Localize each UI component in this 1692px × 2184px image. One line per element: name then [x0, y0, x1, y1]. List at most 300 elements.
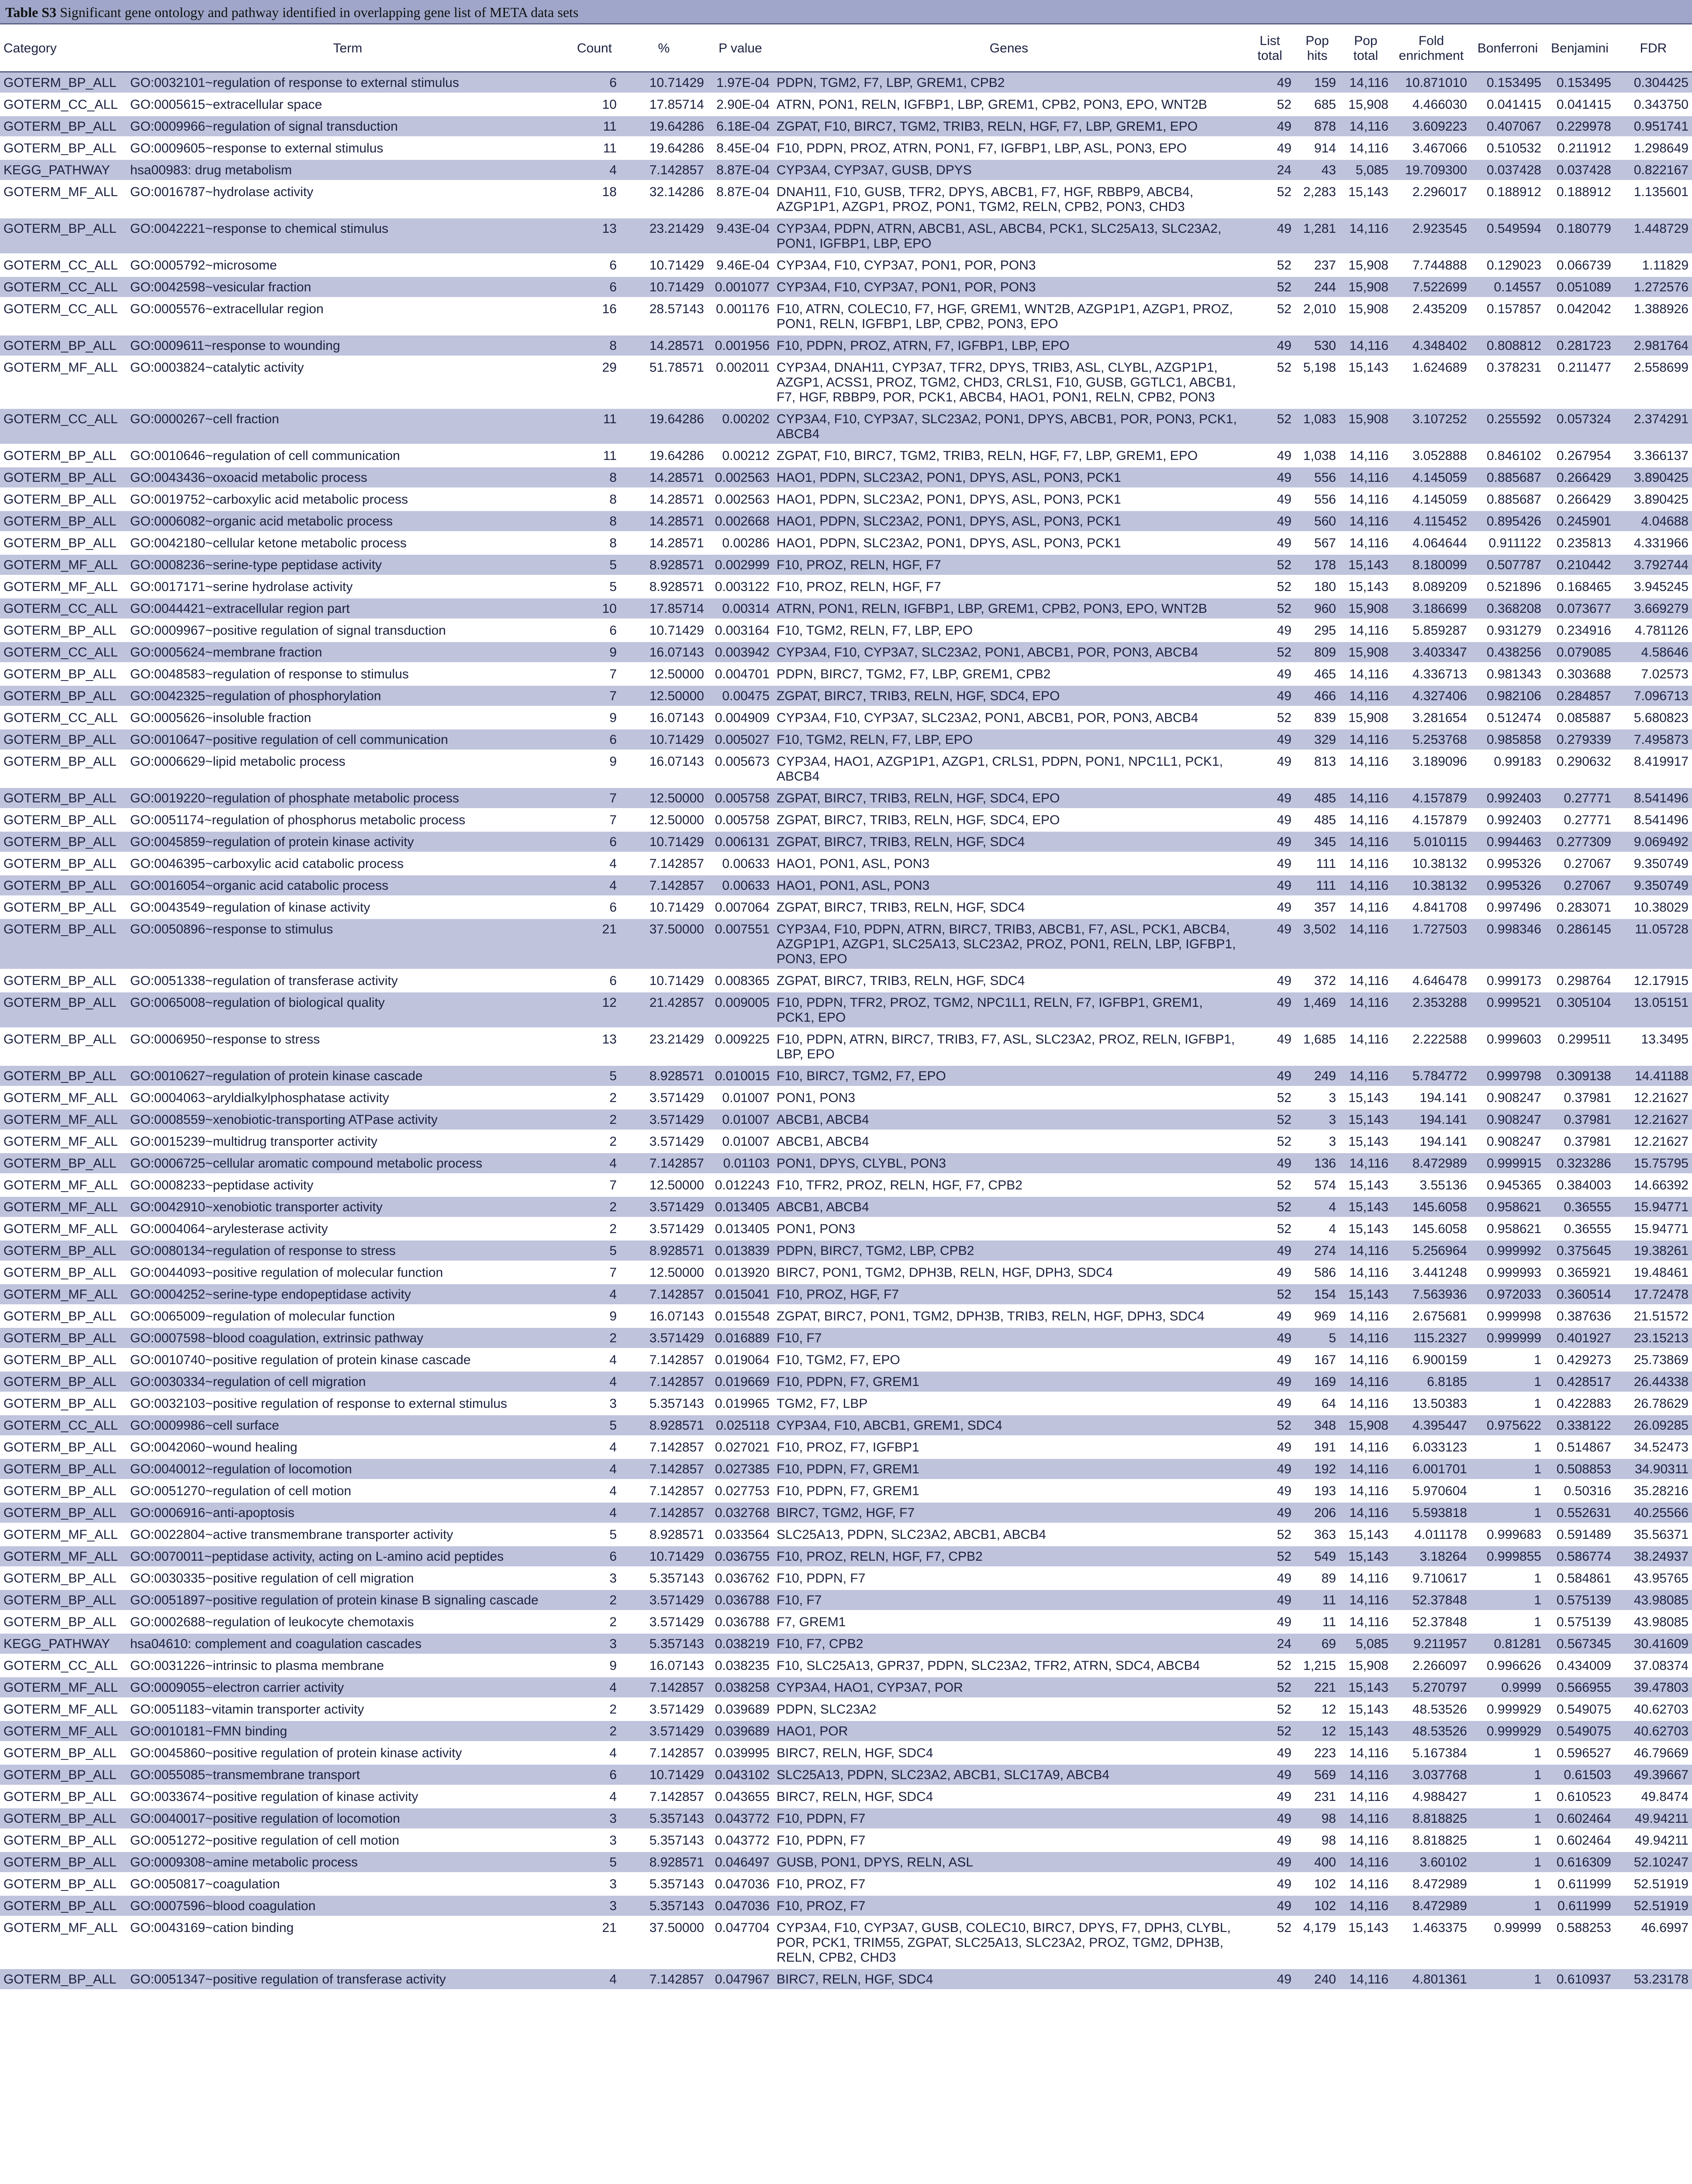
- cell-fdr: 7.096713: [1615, 685, 1692, 707]
- cell-count: 11: [569, 408, 620, 445]
- table-row: [0, 1458, 1692, 1480]
- cell-genes: BIRC7, RELN, HGF, SDC4: [773, 1968, 1245, 1990]
- cell-benjamini: 0.36555: [1545, 1196, 1615, 1218]
- cell-fdr: 0.343750: [1615, 93, 1692, 115]
- cell-pop-hits: 98: [1295, 1829, 1340, 1851]
- cell-fdr: 34.90311: [1615, 1458, 1692, 1480]
- cell-percent: 10.71429: [620, 619, 708, 641]
- cell-term: GO:0003824~catalytic activity: [127, 356, 569, 408]
- cell-fdr: 3.792744: [1615, 554, 1692, 576]
- cell-term: GO:0017171~serine hydrolase activity: [127, 576, 569, 598]
- cell-fold-enrichment: 13.50383: [1392, 1393, 1471, 1414]
- cell-count: 6: [569, 831, 620, 853]
- cell-term: GO:0009967~positive regulation of signal transduction: [127, 619, 569, 641]
- cell-list-total: 52: [1245, 181, 1295, 218]
- cell-bonferroni: 1: [1471, 1393, 1545, 1414]
- cell-percent: 28.57143: [620, 298, 708, 335]
- cell-pop-hits: 1,038: [1295, 445, 1340, 467]
- cell-category: GOTERM_BP_ALL: [0, 1873, 127, 1895]
- cell-benjamini: 0.290632: [1545, 750, 1615, 787]
- cell-pop-hits: 4,179: [1295, 1917, 1340, 1968]
- cell-benjamini: 0.211477: [1545, 356, 1615, 408]
- cell-pop-hits: 11: [1295, 1611, 1340, 1633]
- cell-pop-total: 15,143: [1340, 1109, 1392, 1130]
- cell-fdr: 26.78629: [1615, 1393, 1692, 1414]
- cell-pop-total: 14,116: [1340, 1968, 1392, 1990]
- cell-list-total: 52: [1245, 1130, 1295, 1152]
- cell-genes: BIRC7, RELN, HGF, SDC4: [773, 1742, 1245, 1764]
- cell-genes: F10, PDPN, PROZ, ATRN, PON1, F7, IGFBP1, LBP, ASL, PON3, EPO: [773, 137, 1245, 159]
- cell-term: GO:0009611~response to wounding: [127, 335, 569, 356]
- table-row: [0, 1261, 1692, 1283]
- cell-pop-total: 14,116: [1340, 831, 1392, 853]
- cell-benjamini: 0.303688: [1545, 663, 1615, 685]
- cell-list-total: 49: [1245, 619, 1295, 641]
- cell-count: 4: [569, 1480, 620, 1502]
- cell-percent: 8.928571: [620, 1851, 708, 1873]
- table-row: [0, 1655, 1692, 1676]
- cell-term: GO:0009055~electron carrier activity: [127, 1676, 569, 1698]
- cell-benjamini: 0.277309: [1545, 831, 1615, 853]
- cell-pop-total: 15,143: [1340, 1917, 1392, 1968]
- cell-percent: 12.50000: [620, 663, 708, 685]
- cell-bonferroni: 0.999929: [1471, 1720, 1545, 1742]
- cell-list-total: 49: [1245, 1873, 1295, 1895]
- cell-bonferroni: 1: [1471, 1611, 1545, 1633]
- table-row: [0, 729, 1692, 750]
- cell-genes: F10, SLC25A13, GPR37, PDPN, SLC23A2, TFR2, ATRN, SDC4, ABCB4: [773, 1655, 1245, 1676]
- cell-pvalue: 0.039689: [708, 1720, 773, 1742]
- cell-fold-enrichment: 4.988427: [1392, 1786, 1471, 1807]
- cell-pvalue: 0.009225: [708, 1028, 773, 1065]
- cell-category: GOTERM_BP_ALL: [0, 1807, 127, 1829]
- table-row: [0, 1589, 1692, 1611]
- cell-bonferroni: 1: [1471, 1873, 1545, 1895]
- cell-fold-enrichment: 7.522699: [1392, 276, 1471, 298]
- cell-pop-total: 15,143: [1340, 576, 1392, 598]
- cell-pvalue: 0.013405: [708, 1218, 773, 1240]
- cell-term: GO:0009986~cell surface: [127, 1414, 569, 1436]
- cell-count: 8: [569, 532, 620, 554]
- table-row: [0, 1371, 1692, 1393]
- header-pvalue: P value: [708, 26, 773, 72]
- cell-pop-hits: 363: [1295, 1524, 1340, 1545]
- cell-list-total: 49: [1245, 918, 1295, 970]
- cell-list-total: 52: [1245, 1698, 1295, 1720]
- cell-term: GO:0009605~response to external stimulus: [127, 137, 569, 159]
- cell-percent: 10.71429: [620, 254, 708, 276]
- cell-genes: CYP3A4, HAO1, AZGP1P1, AZGP1, CRLS1, PDPN, PON1, NPC1L1, PCK1, ABCB4: [773, 750, 1245, 787]
- cell-percent: 19.64286: [620, 445, 708, 467]
- cell-pvalue: 0.009005: [708, 992, 773, 1028]
- cell-pop-total: 14,116: [1340, 729, 1392, 750]
- cell-fold-enrichment: 52.37848: [1392, 1611, 1471, 1633]
- cell-genes: PDPN, BIRC7, TGM2, LBP, CPB2: [773, 1240, 1245, 1261]
- cell-percent: 10.71429: [620, 72, 708, 94]
- cell-term: GO:0008236~serine-type peptidase activity: [127, 554, 569, 576]
- cell-term: GO:0006725~cellular aromatic compound metabolic process: [127, 1152, 569, 1174]
- cell-list-total: 49: [1245, 1261, 1295, 1283]
- cell-fdr: 49.8474: [1615, 1786, 1692, 1807]
- cell-list-total: 52: [1245, 1917, 1295, 1968]
- cell-pop-total: 15,908: [1340, 276, 1392, 298]
- cell-bonferroni: 0.999915: [1471, 1152, 1545, 1174]
- cell-bonferroni: 0.999992: [1471, 1240, 1545, 1261]
- table-row: [0, 1764, 1692, 1786]
- cell-pvalue: 1.97E-04: [708, 72, 773, 94]
- cell-pop-hits: 98: [1295, 1807, 1340, 1829]
- table-row: [0, 1196, 1692, 1218]
- cell-term: GO:0051272~positive regulation of cell motion: [127, 1829, 569, 1851]
- cell-category: GOTERM_BP_ALL: [0, 1393, 127, 1414]
- cell-pop-total: 14,116: [1340, 72, 1392, 94]
- cell-pop-total: 15,143: [1340, 1130, 1392, 1152]
- cell-count: 11: [569, 115, 620, 137]
- cell-count: 13: [569, 218, 620, 254]
- cell-pvalue: 2.90E-04: [708, 93, 773, 115]
- cell-percent: 7.142857: [620, 1371, 708, 1393]
- cell-pop-total: 14,116: [1340, 1851, 1392, 1873]
- table-row: [0, 93, 1692, 115]
- cell-genes: HAO1, PON1, ASL, PON3: [773, 853, 1245, 874]
- cell-pvalue: 0.013839: [708, 1240, 773, 1261]
- cell-pop-hits: 2,283: [1295, 181, 1340, 218]
- cell-benjamini: 0.596527: [1545, 1742, 1615, 1764]
- cell-count: 6: [569, 72, 620, 94]
- cell-category: GOTERM_MF_ALL: [0, 1196, 127, 1218]
- table-row: [0, 1786, 1692, 1807]
- cell-pvalue: 0.046497: [708, 1851, 773, 1873]
- cell-fold-enrichment: 10.38132: [1392, 874, 1471, 896]
- cell-pvalue: 0.043772: [708, 1829, 773, 1851]
- cell-genes: ATRN, PON1, RELN, IGFBP1, LBP, GREM1, CPB2, PON3, EPO, WNT2B: [773, 598, 1245, 619]
- cell-bonferroni: 0.985858: [1471, 729, 1545, 750]
- cell-genes: F10, PDPN, TFR2, PROZ, TGM2, NPC1L1, RELN, F7, IGFBP1, GREM1, PCK1, EPO: [773, 992, 1245, 1028]
- cell-pop-total: 14,116: [1340, 1480, 1392, 1502]
- cell-term: GO:0070011~peptidase activity, acting on L-amino acid peptides: [127, 1545, 569, 1567]
- table-row: [0, 467, 1692, 488]
- cell-category: GOTERM_BP_ALL: [0, 1567, 127, 1589]
- cell-pop-total: 14,116: [1340, 335, 1392, 356]
- cell-fold-enrichment: 8.180099: [1392, 554, 1471, 576]
- cell-bonferroni: 0.153495: [1471, 72, 1545, 94]
- cell-genes: CYP3A4, HAO1, CYP3A7, POR: [773, 1676, 1245, 1698]
- cell-fold-enrichment: 4.157879: [1392, 809, 1471, 831]
- cell-fold-enrichment: 3.107252: [1392, 408, 1471, 445]
- cell-pop-total: 14,116: [1340, 1567, 1392, 1589]
- cell-benjamini: 0.188912: [1545, 181, 1615, 218]
- cell-percent: 7.142857: [620, 1152, 708, 1174]
- cell-percent: 37.50000: [620, 918, 708, 970]
- cell-category: GOTERM_BP_ALL: [0, 1786, 127, 1807]
- cell-pop-total: 14,116: [1340, 532, 1392, 554]
- table-row: [0, 576, 1692, 598]
- cell-genes: CYP3A4, F10, CYP3A7, SLC23A2, PON1, ABCB1, POR, PON3, ABCB4: [773, 641, 1245, 663]
- cell-pop-total: 14,116: [1340, 1065, 1392, 1087]
- cell-pop-hits: 169: [1295, 1371, 1340, 1393]
- cell-percent: 19.64286: [620, 115, 708, 137]
- cell-pop-hits: 3: [1295, 1130, 1340, 1152]
- cell-percent: 37.50000: [620, 1917, 708, 1968]
- cell-bonferroni: 0.885687: [1471, 467, 1545, 488]
- cell-percent: 10.71429: [620, 970, 708, 992]
- cell-pop-total: 15,908: [1340, 707, 1392, 729]
- table-row: [0, 1393, 1692, 1414]
- cell-percent: 3.571429: [620, 1087, 708, 1109]
- cell-bonferroni: 1: [1471, 1371, 1545, 1393]
- cell-term: GO:0043549~regulation of kinase activity: [127, 896, 569, 918]
- cell-pop-hits: 12: [1295, 1720, 1340, 1742]
- cell-count: 21: [569, 1917, 620, 1968]
- cell-term: GO:0050817~coagulation: [127, 1873, 569, 1895]
- cell-list-total: 49: [1245, 1807, 1295, 1829]
- header-genes: Genes: [773, 26, 1245, 72]
- cell-pvalue: 0.002563: [708, 467, 773, 488]
- cell-benjamini: 0.37981: [1545, 1130, 1615, 1152]
- table-row: [0, 1283, 1692, 1305]
- cell-pvalue: 0.038219: [708, 1633, 773, 1655]
- cell-count: 2: [569, 1218, 620, 1240]
- cell-genes: CYP3A4, CYP3A7, GUSB, DPYS: [773, 159, 1245, 181]
- cell-bonferroni: 0.975622: [1471, 1414, 1545, 1436]
- cell-count: 5: [569, 1414, 620, 1436]
- cell-list-total: 49: [1245, 853, 1295, 874]
- cell-pop-hits: 193: [1295, 1480, 1340, 1502]
- cell-pop-hits: 2,010: [1295, 298, 1340, 335]
- table-row: [0, 510, 1692, 532]
- table-row: [0, 115, 1692, 137]
- cell-list-total: 52: [1245, 1109, 1295, 1130]
- cell-benjamini: 0.153495: [1545, 72, 1615, 94]
- cell-genes: CYP3A4, F10, CYP3A7, PON1, POR, PON3: [773, 276, 1245, 298]
- cell-percent: 7.142857: [620, 1436, 708, 1458]
- cell-fold-enrichment: 6.001701: [1392, 1458, 1471, 1480]
- table-row: [0, 685, 1692, 707]
- cell-category: GOTERM_BP_ALL: [0, 787, 127, 809]
- cell-term: GO:0065009~regulation of molecular function: [127, 1305, 569, 1327]
- cell-list-total: 49: [1245, 1349, 1295, 1371]
- cell-category: GOTERM_MF_ALL: [0, 1917, 127, 1968]
- cell-pop-hits: 567: [1295, 532, 1340, 554]
- cell-pvalue: 0.027385: [708, 1458, 773, 1480]
- cell-pop-total: 5,085: [1340, 159, 1392, 181]
- cell-benjamini: 0.365921: [1545, 1261, 1615, 1283]
- cell-count: 9: [569, 707, 620, 729]
- cell-fdr: 1.388926: [1615, 298, 1692, 335]
- cell-bonferroni: 0.997496: [1471, 896, 1545, 918]
- cell-list-total: 52: [1245, 1655, 1295, 1676]
- cell-benjamini: 0.27771: [1545, 787, 1615, 809]
- cell-bonferroni: 0.81281: [1471, 1633, 1545, 1655]
- cell-term: GO:0051347~positive regulation of transferase activity: [127, 1968, 569, 1990]
- cell-list-total: 49: [1245, 1065, 1295, 1087]
- cell-benjamini: 0.50316: [1545, 1480, 1615, 1502]
- cell-pop-total: 15,908: [1340, 408, 1392, 445]
- cell-pvalue: 0.005758: [708, 787, 773, 809]
- cell-pvalue: 0.039995: [708, 1742, 773, 1764]
- cell-fdr: 4.04688: [1615, 510, 1692, 532]
- cell-list-total: 49: [1245, 1436, 1295, 1458]
- cell-fold-enrichment: 4.327406: [1392, 685, 1471, 707]
- cell-percent: 8.928571: [620, 1240, 708, 1261]
- cell-genes: F10, PROZ, RELN, HGF, F7: [773, 576, 1245, 598]
- cell-fdr: 46.79669: [1615, 1742, 1692, 1764]
- cell-term: GO:0043436~oxoacid metabolic process: [127, 467, 569, 488]
- cell-fdr: 5.680823: [1615, 707, 1692, 729]
- cell-pvalue: 0.036788: [708, 1589, 773, 1611]
- cell-fdr: 38.24937: [1615, 1545, 1692, 1567]
- cell-genes: CYP3A4, F10, CYP3A7, PON1, POR, PON3: [773, 254, 1245, 276]
- table-row: [0, 598, 1692, 619]
- cell-count: 6: [569, 276, 620, 298]
- cell-term: GO:0007598~blood coagulation, extrinsic pathway: [127, 1327, 569, 1349]
- cell-count: 4: [569, 1436, 620, 1458]
- cell-category: GOTERM_MF_ALL: [0, 181, 127, 218]
- cell-category: GOTERM_BP_ALL: [0, 1458, 127, 1480]
- cell-fold-enrichment: 2.353288: [1392, 992, 1471, 1028]
- cell-list-total: 52: [1245, 641, 1295, 663]
- cell-bonferroni: 0.994463: [1471, 831, 1545, 853]
- cell-percent: 5.357143: [620, 1829, 708, 1851]
- cell-benjamini: 0.051089: [1545, 276, 1615, 298]
- cell-list-total: 49: [1245, 1458, 1295, 1480]
- cell-genes: ZGPAT, BIRC7, TRIB3, RELN, HGF, SDC4, EPO: [773, 685, 1245, 707]
- cell-pop-hits: 485: [1295, 809, 1340, 831]
- cell-term: GO:0005615~extracellular space: [127, 93, 569, 115]
- cell-count: 4: [569, 1349, 620, 1371]
- cell-fold-enrichment: 145.6058: [1392, 1196, 1471, 1218]
- cell-term: GO:0032103~positive regulation of response to external stimulus: [127, 1393, 569, 1414]
- cell-count: 6: [569, 896, 620, 918]
- cell-pvalue: 0.001077: [708, 276, 773, 298]
- caption-text: Significant gene ontology and pathway identified in overlapping gene list of META data sets: [60, 4, 579, 20]
- cell-genes: CYP3A4, PDPN, ATRN, ABCB1, ASL, ABCB4, PCK1, SLC25A13, SLC23A2, PON1, IGFBP1, LBP, EPO: [773, 218, 1245, 254]
- cell-fdr: 3.366137: [1615, 445, 1692, 467]
- cell-percent: 23.21429: [620, 218, 708, 254]
- cell-genes: F10, F7: [773, 1327, 1245, 1349]
- cell-pop-hits: 154: [1295, 1283, 1340, 1305]
- cell-term: GO:0002688~regulation of leukocyte chemotaxis: [127, 1611, 569, 1633]
- cell-list-total: 52: [1245, 1174, 1295, 1196]
- cell-list-total: 49: [1245, 1851, 1295, 1873]
- table-row: [0, 663, 1692, 685]
- cell-pop-hits: 3,502: [1295, 918, 1340, 970]
- cell-pop-hits: 295: [1295, 619, 1340, 641]
- cell-benjamini: 0.387636: [1545, 1305, 1615, 1327]
- table-row: [0, 1524, 1692, 1545]
- cell-count: 6: [569, 619, 620, 641]
- cell-pvalue: 6.18E-04: [708, 115, 773, 137]
- cell-term: GO:0080134~regulation of response to stress: [127, 1240, 569, 1261]
- cell-percent: 5.357143: [620, 1633, 708, 1655]
- cell-percent: 5.357143: [620, 1393, 708, 1414]
- cell-count: 9: [569, 750, 620, 787]
- cell-pop-total: 14,116: [1340, 1371, 1392, 1393]
- cell-count: 12: [569, 992, 620, 1028]
- table-row: [0, 1218, 1692, 1240]
- cell-category: GOTERM_BP_ALL: [0, 809, 127, 831]
- cell-pop-total: 14,116: [1340, 1829, 1392, 1851]
- cell-bonferroni: 0.999798: [1471, 1065, 1545, 1087]
- cell-category: GOTERM_MF_ALL: [0, 356, 127, 408]
- cell-category: GOTERM_MF_ALL: [0, 1698, 127, 1720]
- cell-percent: 3.571429: [620, 1218, 708, 1240]
- cell-list-total: 52: [1245, 276, 1295, 298]
- cell-list-total: 49: [1245, 1480, 1295, 1502]
- cell-benjamini: 0.266429: [1545, 467, 1615, 488]
- cell-benjamini: 0.508853: [1545, 1458, 1615, 1480]
- cell-pop-hits: 167: [1295, 1349, 1340, 1371]
- table-row: [0, 1633, 1692, 1655]
- table-row: [0, 970, 1692, 992]
- cell-benjamini: 0.360514: [1545, 1283, 1615, 1305]
- cell-bonferroni: 0.521896: [1471, 576, 1545, 598]
- cell-benjamini: 0.37981: [1545, 1087, 1615, 1109]
- cell-percent: 17.85714: [620, 93, 708, 115]
- cell-fdr: 39.47803: [1615, 1676, 1692, 1698]
- cell-pvalue: 0.027021: [708, 1436, 773, 1458]
- cell-pop-total: 15,143: [1340, 1676, 1392, 1698]
- cell-pop-hits: 574: [1295, 1174, 1340, 1196]
- table-row: [0, 1829, 1692, 1851]
- cell-bonferroni: 0.549594: [1471, 218, 1545, 254]
- cell-pop-total: 15,143: [1340, 1698, 1392, 1720]
- cell-pvalue: 0.01007: [708, 1130, 773, 1152]
- cell-pop-hits: 485: [1295, 787, 1340, 809]
- cell-pop-total: 14,116: [1340, 1873, 1392, 1895]
- cell-fdr: 49.94211: [1615, 1829, 1692, 1851]
- cell-fold-enrichment: 48.53526: [1392, 1720, 1471, 1742]
- cell-count: 3: [569, 1807, 620, 1829]
- cell-term: GO:0009966~regulation of signal transduction: [127, 115, 569, 137]
- cell-bonferroni: 0.908247: [1471, 1087, 1545, 1109]
- cell-category: GOTERM_BP_ALL: [0, 1851, 127, 1873]
- cell-benjamini: 0.037428: [1545, 159, 1615, 181]
- cell-pvalue: 0.00212: [708, 445, 773, 467]
- cell-fdr: 4.781126: [1615, 619, 1692, 641]
- cell-fdr: 8.419917: [1615, 750, 1692, 787]
- cell-list-total: 52: [1245, 554, 1295, 576]
- cell-genes: GUSB, PON1, DPYS, RELN, ASL: [773, 1851, 1245, 1873]
- cell-fdr: 15.94771: [1615, 1218, 1692, 1240]
- cell-genes: ABCB1, ABCB4: [773, 1130, 1245, 1152]
- cell-pop-total: 14,116: [1340, 970, 1392, 992]
- cell-count: 3: [569, 1393, 620, 1414]
- cell-genes: BIRC7, RELN, HGF, SDC4: [773, 1786, 1245, 1807]
- cell-count: 10: [569, 598, 620, 619]
- cell-pop-total: 5,085: [1340, 1633, 1392, 1655]
- cell-percent: 8.928571: [620, 576, 708, 598]
- cell-pop-hits: 89: [1295, 1567, 1340, 1589]
- header-bonferroni: Bonferroni: [1471, 26, 1545, 72]
- cell-benjamini: 0.323286: [1545, 1152, 1615, 1174]
- table-row: [0, 641, 1692, 663]
- cell-pop-hits: 549: [1295, 1545, 1340, 1567]
- cell-term: GO:0044093~positive regulation of molecular function: [127, 1261, 569, 1283]
- cell-pop-hits: 969: [1295, 1305, 1340, 1327]
- cell-count: 16: [569, 298, 620, 335]
- cell-pop-total: 14,116: [1340, 1436, 1392, 1458]
- cell-term: GO:0006082~organic acid metabolic process: [127, 510, 569, 532]
- cell-bonferroni: 0.368208: [1471, 598, 1545, 619]
- cell-count: 3: [569, 1829, 620, 1851]
- cell-term: GO:0030334~regulation of cell migration: [127, 1371, 569, 1393]
- cell-term: GO:0050896~response to stimulus: [127, 918, 569, 970]
- cell-category: GOTERM_BP_ALL: [0, 1240, 127, 1261]
- cell-list-total: 52: [1245, 1283, 1295, 1305]
- cell-fold-enrichment: 48.53526: [1392, 1698, 1471, 1720]
- cell-fdr: 53.23178: [1615, 1968, 1692, 1990]
